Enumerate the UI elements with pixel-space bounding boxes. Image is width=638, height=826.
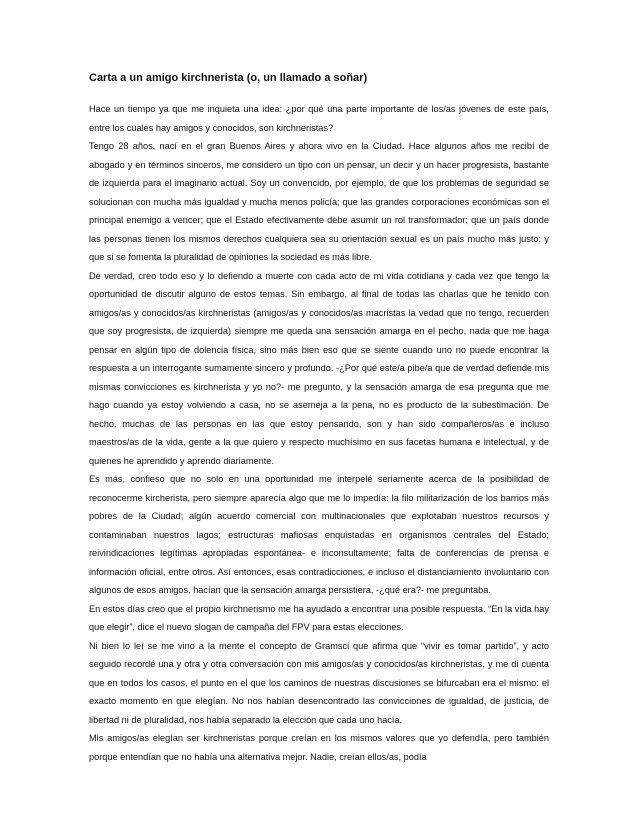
document-page bbox=[89, 71, 549, 766]
paragraph-1: Hace un tiempo ya que me inquieta una idea: ¿por qué una parte importante de los/as jóvenes de este país, entre los cuales hay amigos y conocidos, son kirchneristas? bbox=[89, 104, 549, 133]
paragraph-3: De verdad, creo todo eso y lo defiendo a muerte con cada acto de mi vida cotidiana y cada vez que tengo la oportunidad de discutir alguno de estos temas. Sin embargo, al final de todas las charlas que he tenido con amigos/as y conocidos/as kirchneristas (amigos/as y conocidos/as macristas la vedad que no tengo, recuerden que soy progresista, de izquierda) siempre me queda una sensación amarga en el pecho, nada que me haga pensar en algún tipo de dolencia física, sino más bien eso que se siente cuando uno no puede encontrar la respuesta a un interrogante sumamente sincero y profundo. -¿Por qué este/a pibe/a que de verdad defiende mis mismas convicciones es kirchnerista y yo no?- me pregunto, y la sensación amarga de esa pregunta que me hago cuando ya estoy volviendo a casa, no se asemeja a la pena, no es producto de la subestimación. De hecho, muchas de las personas en las que estoy pensando, son y han sido compañeros/as e incluso maestros/as de la vida, gente a la que quiero y respecto muchísimo en sus facetas humana e intelectual, y de quienes he aprendido y aprendo diariamente. bbox=[89, 270, 549, 466]
paragraph-5: En estos días creo que el propio kirchnerismo me ha ayudado a encontrar una posible respuesta. “En la vida hay que elegir”, dice el nuevo slogan de campaña del FPV para estas elecciones. bbox=[89, 603, 549, 632]
document-body bbox=[89, 100, 549, 766]
paragraph-4: Es más, confieso que no solo en una oportunidad me interpelé seriamente acerca de la posibilidad de reconocerme kircherista, pero siempre aparecía algo que me lo impedía: la filo militarización de los barrios más pobres de la Ciudad; algún acuerdo comercial con multinacionales que explotaban nuestros recursos y contaminaban nuestros lagos; estructuras mafiosas enquistadas en organismos centrales del Estado; reivindicaciones legítimas apropiadas espontánea- e inconsultamente; falta de conferencias de prensa e información oficial, entre otros. Así entonces, esas contradicciones, e incluso el distanciamiento involuntario con algunos de esos amigos, hacían que la sensación amarga persistiera, -¿qué era?- me preguntaba. bbox=[89, 474, 549, 595]
document-title: Carta a un amigo kirchnerista (o, un llamado a soñar) bbox=[89, 72, 368, 84]
paragraph-2: Tengo 28 años, nací en el gran Buenos Aires y ahora vivo en la Ciudad. Hace algunos años me recibí de abogado y en términos sinceros, me considero un tipo con un pensar, un decir y un hacer progresista, bastante de izquierda para el imaginario actual. Soy un convencido, por ejemplo, de que los problemas de seguridad se solucionan con mucha más igualdad y mucha menos policía; que las grandes corporaciones económicas son el principal enemigo a vencer; que el Estado efectivamente debe asumir un rol transformador; que un país donde las personas tienen los mismos derechos cualquiera sea su orientación sexual es un país mucho más justo; y que si se fomenta la pluralidad de opiniones la sociedad es más libre. bbox=[89, 141, 549, 262]
paragraph-6: Ni bien lo leí se me vino a la mente el concepto de Gramsci que afirma que “vivir es tomar partido”, y acto seguido recordé una y otra y otra conversación con mis amigos/as y conocidos/as kirchneristas, y me di cuenta que en todos los casos, el punto en el que los caminos de nuestras discusiones se bifurcaban era el mismo: el exacto momento en que elegían. No nos habían desencontrado las convicciones de igualdad, de justicia, de libertad ni de pluralidad, nos había separado la elección que cada uno hacía. bbox=[89, 640, 549, 725]
paragraph-7: Mis amigos/as elegían ser kirchneristas porque creían en los mismos valores que yo defendía, pero también porque entendían que no había una alternativa mejor. Nadie, creían ellos/as, podía bbox=[89, 733, 549, 762]
